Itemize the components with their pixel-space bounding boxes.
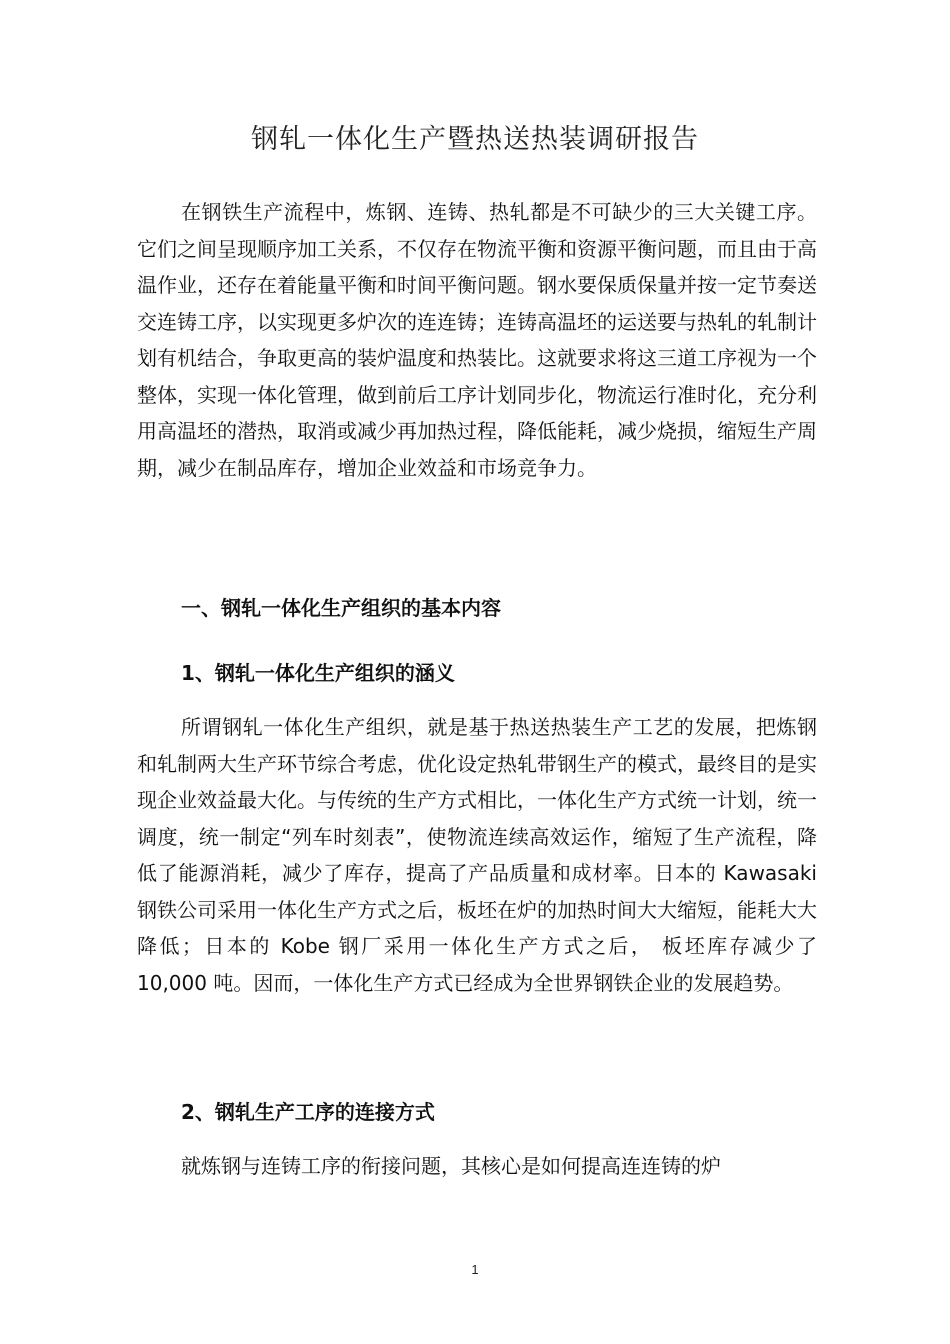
- subsection-heading-connection: 2、钢轧生产工序的连接方式: [181, 1100, 435, 1124]
- section-heading-basic-content: 一、钢轧一体化生产组织的基本内容: [181, 596, 501, 620]
- intro-paragraph: 在钢铁生产流程中，炼钢、连铸、热轧都是不可缺少的三大关键工序。它们之间呈现顺序加工关系，不仅存在物流平衡和资源平衡问题，而且由于高温作业，还存在着能量平衡和时间平衡问题。钢水要保质保量并按一定节奏送交连铸工序，以实现更多炉次的连连铸；连铸高温坯的运送要与热轧的轧制计划有机结合，争取更高的装炉温度和热装比。这就要求将这三道工序视为一个整体，实现一体化管理，做到前后工序计划同步化，物流运行准时化，充分利用高温坯的潜热，取消或减少再加热过程，降低能耗，减少烧损，缩短生产周期，减少在制品库存，增加企业效益和市场竞争力。: [137, 200, 817, 480]
- connection-paragraph: 就炼钢与连铸工序的衔接问题，其核心是如何提高连连铸的炉: [181, 1154, 721, 1178]
- document-title: 钢轧一体化生产暨热送热装调研报告: [251, 124, 699, 155]
- subsection-heading-meaning: 1、钢轧一体化生产组织的涵义: [181, 661, 455, 685]
- meaning-paragraph: 所谓钢轧一体化生产组织，就是基于热送热装生产工艺的发展，把炼钢和轧制两大生产环节综合考虑，优化设定热轧带钢生产的模式，最终目的是实现企业效益最大化。与传统的生产方式相比，一体化生产方式统一计划，统一调度，统一制定“列车时刻表”，使物流连续高效运作，缩短了生产流程，降低了能源消耗，减少了库存，提高了产品质量和成材率。日本的 Kawasaki 钢铁公司采用一体化生产方式之后，板坯在炉的加热时间大大缩短，能耗大大降低；日本的 Kobe 钢厂采用一体化生产方式之后， 板坯库存减少了 10,000 吨。因而，一体化生产方式已经成为全世界钢铁企业的发展趋势。: [137, 715, 817, 995]
- page-number: 1: [471, 1262, 479, 1277]
